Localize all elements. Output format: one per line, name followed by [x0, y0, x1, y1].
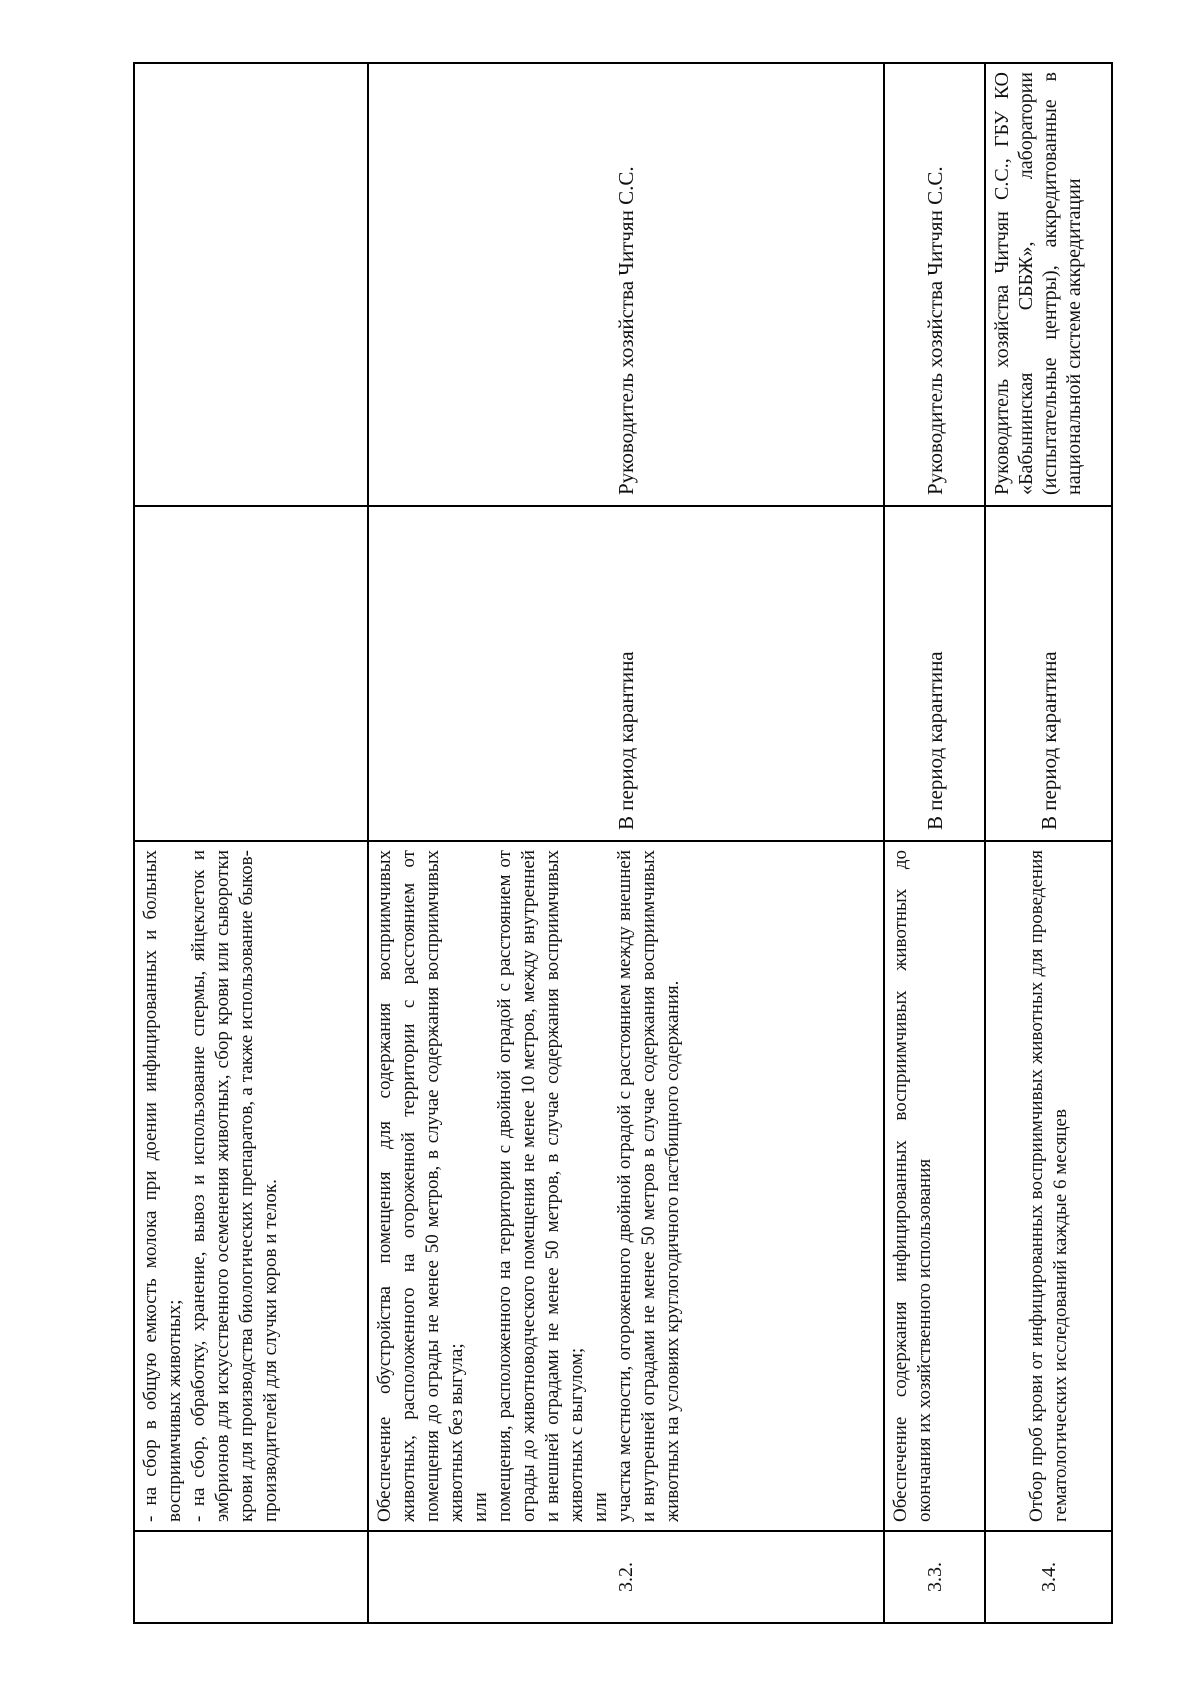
measure-text: помещения, расположенного на территории с двойной оградой с расстоянием от ограды до животноводческого помещения не менее 10 метров, между внутренней и внешней оградами не менее 50 метров, в случае содержания восприимчивых животных с выгулом;: [494, 850, 588, 1522]
measure-text: - на сбор в общую емкость молока при доении инфицированных и больных восприимчивых животных;: [140, 850, 185, 1522]
responsible-cell: Руководитель хозяйства Читчян С.С.: [884, 63, 985, 506]
measure-text: Обеспечение обустройства помещения для содержания восприимчивых животных, расположенного на огороженной территории с расстоянием от помещения до ограды не менее 50 метров, в случае содержания восприимчивых животных без выгула;: [374, 850, 468, 1522]
measure-text: или: [470, 1492, 492, 1522]
period-cell: В период карантина: [884, 506, 985, 841]
measure-text: Отбор проб крови от инфицированных восприимчивых животных для проведения гематологических исследований каждые 6 месяцев: [1025, 850, 1071, 1522]
measure-cell: [368, 841, 884, 1531]
period-cell: В период карантина: [368, 506, 884, 841]
rotated-table-wrapper: [133, 64, 1113, 1624]
table-row: [368, 63, 884, 1623]
row-number: 3.2.: [368, 1531, 884, 1623]
table-row: [884, 63, 985, 1623]
row-number: 3.3.: [884, 1531, 985, 1623]
row-number: 3.4.: [985, 1531, 1112, 1623]
measure-cell: [985, 841, 1112, 1531]
responsible-text: Руководитель хозяйства Читчян С.С., ГБУ КО «Бабынинская СББЖ», лаборатории (испытательные центры), аккредитованные в национальной системе аккредитации: [991, 72, 1086, 495]
responsible-cell: [134, 63, 368, 506]
measure-text: Обеспечение содержания инфицированных восприимчивых животных до окончания их хозяйственного использования: [890, 850, 936, 1522]
responsible-cell: Руководитель хозяйства Читчян С.С.: [368, 63, 884, 506]
measure-text: - на сбор, обработку, хранение, вывоз и использование спермы, яйцеклеток и эмбрионов для искусственного осеменения животных, сбор крови или сыворотки крови для производства биологических препаратов, а также использование быков-производителей для случки коров и телок.: [188, 850, 281, 1522]
period-cell: В период карантина: [985, 506, 1112, 841]
measure-text: участка местности, огороженного двойной оградой с расстоянием между внешней и внутренней оградами не менее 50 метров в случае содержания восприимчивых животных на условиях круглогодичного пастбищного содержания.: [614, 850, 684, 1522]
measures-table: [133, 62, 1113, 1624]
measure-cell: [134, 841, 368, 1531]
table-row: [985, 63, 1112, 1623]
row-number: [134, 1531, 368, 1623]
responsible-cell: [985, 63, 1112, 506]
period-cell: [134, 506, 368, 841]
measure-text: или: [590, 1492, 612, 1522]
table-row: [134, 63, 368, 1623]
measure-cell: [884, 841, 985, 1531]
